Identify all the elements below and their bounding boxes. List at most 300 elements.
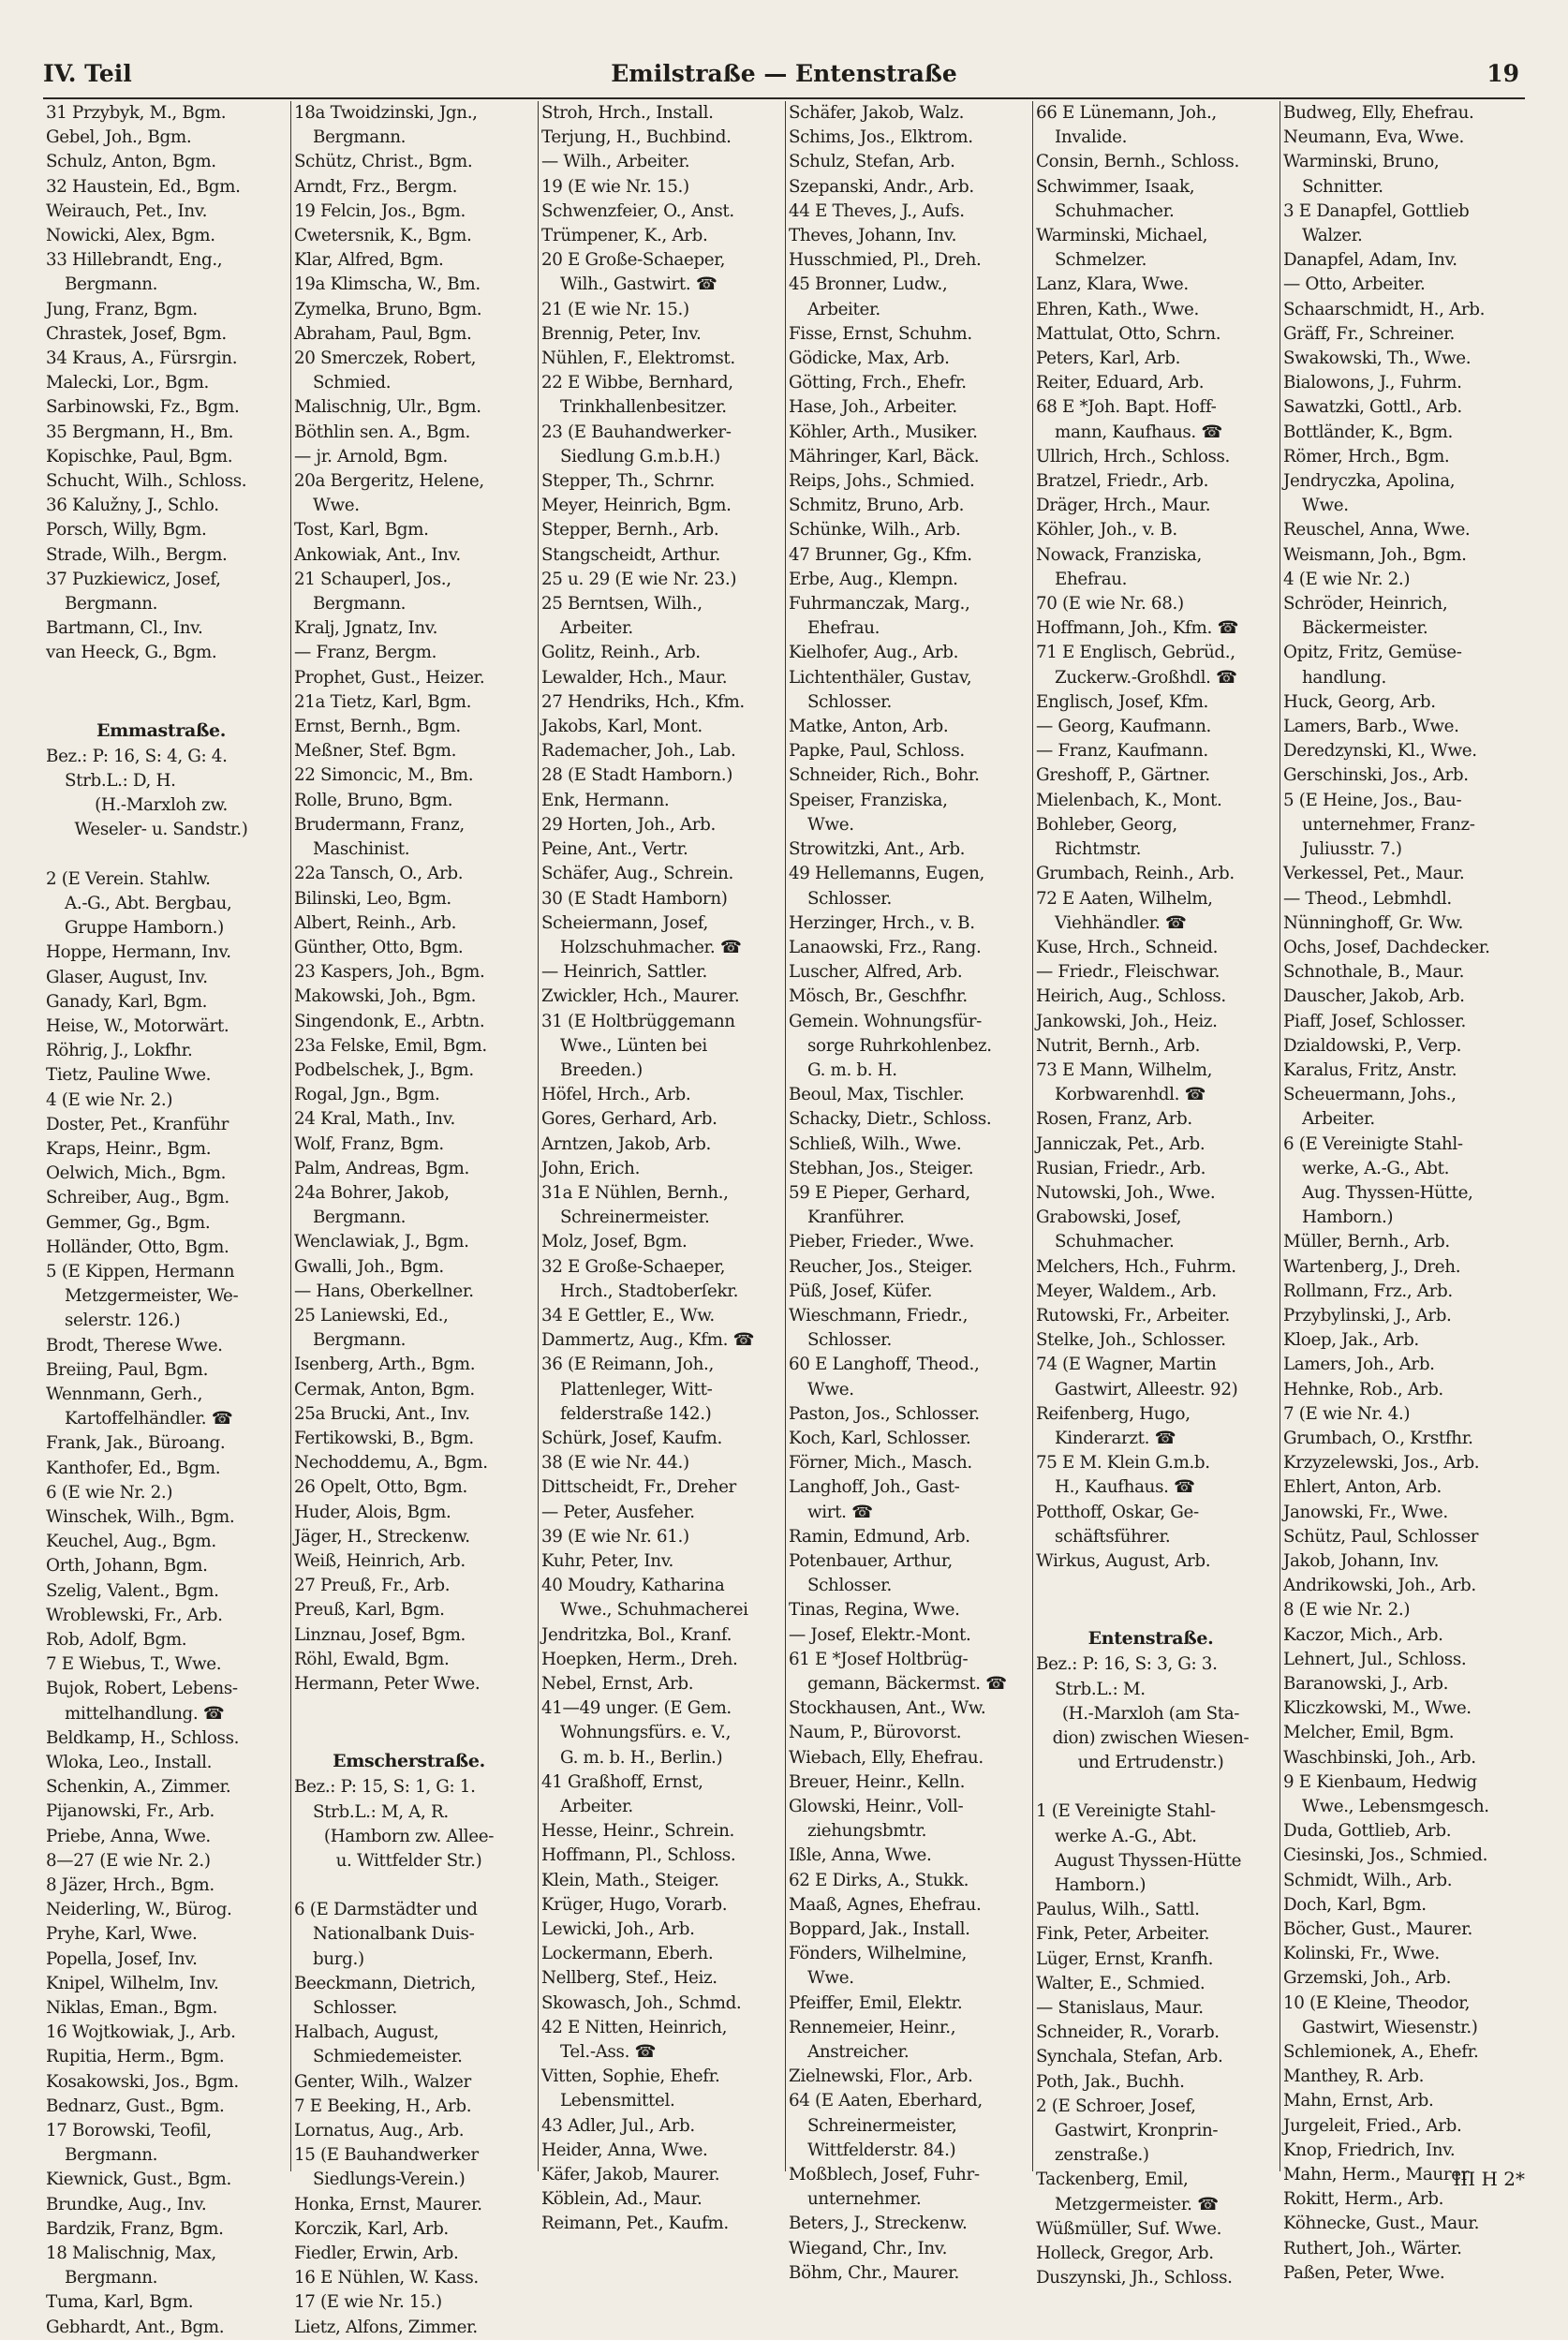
- entry-line: zenstraße.): [1055, 2145, 1149, 2166]
- entry-line: 16 E Nühlen, W. Kass.: [294, 2268, 479, 2288]
- entry-line: Wwe., Lebensmgesch.: [1302, 1797, 1489, 1817]
- entry-line: Bergmann.: [65, 2268, 158, 2288]
- entry-line: Rolle, Bruno, Bgm.: [294, 790, 453, 810]
- entry-line: Schims, Jos., Elktrom.: [789, 127, 973, 148]
- entry-line: Peine, Ant., Vertr.: [541, 839, 688, 860]
- entry-line: Boppard, Jak., Install.: [789, 1919, 970, 1940]
- entry-line: Janowski, Fr., Wwe.: [1283, 1502, 1448, 1522]
- entry-line: Zwickler, Hch., Maurer.: [541, 986, 740, 1007]
- column-2: [290, 101, 524, 2337]
- entry-line: 31a E Nühlen, Bernh.,: [541, 1182, 729, 1203]
- entry-line: 44 E Theves, J., Aufs.: [789, 200, 965, 221]
- entry-line: 31 Przybyk, M., Bgm.: [46, 103, 227, 123]
- entry-line: Kiewnick, Gust., Bgm.: [46, 2170, 232, 2190]
- entry-line: Rollmann, Frz., Arb.: [1283, 1281, 1453, 1301]
- entry-line: Paßen, Peter, Wwe.: [1283, 2262, 1445, 2283]
- entry-line: Hoffmann, Pl., Schloss.: [541, 1845, 736, 1866]
- entry-line: Halbach, August,: [294, 2022, 439, 2043]
- entry-line: Weseler- u. Sandstr.): [74, 820, 248, 840]
- entry-line: 10 (E Kleine, Theodor,: [1283, 1992, 1471, 2013]
- entry-line: Paston, Jos., Schlosser.: [789, 1403, 980, 1424]
- entry-line: (Hamborn zw. Allee-: [323, 1826, 495, 1846]
- entry-line: Lehnert, Jul., Schloss.: [1283, 1649, 1467, 1669]
- entry-line: Bez.: P: 15, S: 1, G: 1.: [294, 1777, 476, 1798]
- running-title: Emilstraße — Entenstraße: [611, 60, 957, 87]
- entry-line: 19 (E wie Nr. 15.): [541, 176, 689, 197]
- entry-line: Speiser, Franziska,: [789, 790, 948, 810]
- entry-line: Nünninghoff, Gr. Ww.: [1283, 912, 1463, 933]
- entry-line: 15 (E Bauhandwerker: [294, 2145, 479, 2166]
- entry-line: Schnitter.: [1302, 176, 1383, 197]
- entry-line: Hamborn.): [1302, 1207, 1394, 1228]
- entry-line: Käfer, Jakob, Maurer.: [541, 2165, 720, 2185]
- entry-line: Malischnig, Ulr., Bgm.: [294, 397, 481, 418]
- entry-line: 45 Bronner, Ludw.,: [789, 274, 948, 295]
- entry-line: Fiedler, Erwin, Arb.: [294, 2244, 459, 2264]
- entry-line: Ochs, Josef, Dachdecker.: [1283, 937, 1490, 957]
- entry-line: Dräger, Hrch., Maur.: [1036, 496, 1211, 516]
- entry-line: Knipel, Wilhelm, Inv.: [46, 1973, 219, 1993]
- entry-line: Schaarschmidt, H., Arb.: [1283, 299, 1486, 319]
- entry-line: 25a Brucki, Ant., Inv.: [294, 1403, 470, 1424]
- entry-line: Wwe.: [807, 1968, 854, 1989]
- entry-line: Nutowski, Joh., Wwe.: [1036, 1182, 1216, 1203]
- entry-line: Jendryczka, Apolina,: [1283, 471, 1456, 492]
- entry-line: Mösch, Br., Geschfhr.: [789, 986, 968, 1007]
- entry-line: Wwe.: [807, 1379, 854, 1400]
- entry-line: 3 E Danapfel, Gottlieb: [1283, 200, 1470, 221]
- entry-line: Juliusstr. 7.): [1302, 839, 1402, 860]
- entry-line: Schulz, Stefan, Arb.: [789, 152, 955, 172]
- entry-line: Lanaowski, Frz., Rang.: [789, 937, 982, 957]
- entry-line: — Josef, Elektr.-Mont.: [789, 1624, 971, 1645]
- entry-line: Ernst, Bernh., Bgm.: [294, 717, 461, 737]
- entry-line: Hrch., Stadtoberſekr.: [560, 1281, 739, 1301]
- entry-line: Gruppe Hamborn.): [65, 918, 224, 939]
- entry-line: Heirich, Aug., Schloss.: [1036, 986, 1226, 1007]
- entry-line: Gores, Gerhard, Arb.: [541, 1109, 717, 1130]
- entry-line: Janniczak, Pet., Arb.: [1036, 1133, 1206, 1154]
- entry-line: — Hans, Oberkellner.: [294, 1281, 474, 1301]
- entry-line: 30 (E Stadt Hamborn): [541, 888, 728, 909]
- entry-line: Aug. Thyssen-Hütte,: [1302, 1182, 1473, 1203]
- entry-line: Arndt, Frz., Bergm.: [294, 176, 458, 197]
- entry-line: Budweg, Elly, Ehefrau.: [1283, 103, 1474, 123]
- entry-line: Kolinski, Fr., Wwe.: [1283, 1944, 1440, 1964]
- entry-line: Zymelka, Bruno, Bgm.: [294, 299, 482, 319]
- entry-line: — Heinrich, Sattler.: [541, 962, 708, 983]
- entry-line: 47 Brunner, Gg., Kfm.: [789, 544, 972, 565]
- entry-line: Kartoffelhändler. ☎: [65, 1409, 233, 1429]
- entry-line: Gastwirt, Kronprin-: [1055, 2121, 1219, 2141]
- entry-line: Schucht, Wilh., Schloss.: [46, 471, 247, 492]
- entry-line: Ankowiak, Ant., Inv.: [294, 544, 461, 565]
- entry-line: Bergmann.: [313, 1330, 407, 1351]
- entry-line: 49 Hellemanns, Eugen,: [789, 864, 985, 884]
- entry-line: 7 (E wie Nr. 4.): [1283, 1403, 1411, 1424]
- entry-line: Cermak, Anton, Bgm.: [294, 1379, 475, 1400]
- entry-line: Ganady, Karl, Bgm.: [46, 991, 208, 1012]
- entry-line: Tel.-Ass. ☎: [560, 2042, 656, 2063]
- entry-line: Rademacher, Joh., Lab.: [541, 741, 736, 762]
- entry-line: burg.): [313, 1948, 364, 1969]
- entry-line: — Franz, Bergm.: [294, 643, 437, 663]
- entry-line: 6 (E Vereinigte Stahl-: [1283, 1133, 1463, 1154]
- entry-line: Wwe., Schuhmacherei: [560, 1600, 748, 1621]
- entry-line: Bujok, Robert, Lebens-: [46, 1679, 238, 1699]
- entry-line: Hoffmann, Joh., Kfm. ☎: [1036, 618, 1238, 639]
- entry-line: Gemmer, Gg., Bgm.: [46, 1212, 211, 1233]
- entry-line: 4 (E wie Nr. 2.): [46, 1089, 173, 1110]
- entry-line: (H.-Marxloh zw.: [95, 795, 228, 816]
- entry-line: Husschmied, Pl., Dreh.: [789, 250, 982, 271]
- entry-line: Schreinermeister,: [807, 2115, 957, 2136]
- entry-line: Kralj, Jgnatz, Inv.: [294, 618, 438, 639]
- entry-line: Bergmann.: [65, 594, 158, 615]
- entry-line: Fertikowski, B., Bgm.: [294, 1428, 474, 1448]
- entry-line: Nowicki, Alex, Bgm.: [46, 226, 215, 246]
- entry-line: Schäfer, Aug., Schrein.: [541, 864, 733, 884]
- entry-line: Isenberg, Arth., Bgm.: [294, 1355, 476, 1375]
- entry-line: Arntzen, Jakob, Arb.: [541, 1133, 711, 1154]
- entry-line: Kopischke, Paul, Bgm.: [46, 446, 233, 467]
- entry-line: Wennmann, Gerh.,: [46, 1384, 203, 1404]
- entry-line: Götting, Frch., Ehefr.: [789, 373, 967, 393]
- column-5: [1032, 101, 1265, 2288]
- entry-line: Beoul, Max, Tischler.: [789, 1085, 965, 1105]
- entry-line: Schlosser.: [807, 888, 893, 909]
- entry-line: Erbe, Aug., Klempn.: [789, 569, 958, 589]
- entry-line: Matke, Anton, Arb.: [789, 717, 949, 737]
- entry-line: Dauscher, Jakob, Arb.: [1283, 986, 1465, 1007]
- entry-line: 17 Borowski, Teofil,: [46, 2121, 212, 2141]
- entry-line: Potthoff, Oskar, Ge-: [1036, 1502, 1199, 1522]
- entry-line: Schuhmacher.: [1055, 1232, 1175, 1252]
- entry-line: Tackenberg, Emil,: [1036, 2170, 1189, 2190]
- entry-line: Köhler, Joh., v. B.: [1036, 520, 1177, 541]
- entry-line: 41—49 unger. (E Gem.: [541, 1698, 732, 1719]
- entry-line: Schmelzer.: [1055, 250, 1147, 271]
- entry-line: 59 E Pieper, Gerhard,: [789, 1182, 970, 1203]
- entry-line: Bratzel, Friedr., Arb.: [1036, 471, 1209, 492]
- spacer: [46, 690, 276, 715]
- entry-line: Wilh., Gastwirt. ☎: [560, 274, 717, 295]
- entry-line: Glaser, August, Inv.: [46, 967, 208, 987]
- entry-line: Lamers, Joh., Arb.: [1283, 1355, 1435, 1375]
- entry-line: Hehnke, Rob., Arb.: [1283, 1379, 1443, 1400]
- entry-line: Herzinger, Hrch., v. B.: [789, 912, 975, 933]
- entry-line: Kaczor, Mich., Arb.: [1283, 1624, 1443, 1645]
- entry-line: Ißle, Anna, Wwe.: [789, 1845, 932, 1866]
- entry-line: Pijanowski, Fr., Arb.: [46, 1801, 215, 1822]
- entry-line: Plattenleger, Witt-: [560, 1379, 713, 1400]
- entry-line: Cwetersnik, K., Bgm.: [294, 226, 472, 246]
- entry-line: Schwimmer, Isaak,: [1036, 176, 1195, 197]
- entry-line: Rupitia, Herm., Bgm.: [46, 2047, 225, 2067]
- entry-line: Lichtenthäler, Gustav,: [789, 667, 972, 688]
- entry-line: Nationalbank Duis-: [313, 1924, 475, 1945]
- entry-line: Bergmann.: [313, 594, 407, 615]
- entry-line: 25 Berntsen, Wilh.,: [541, 594, 703, 615]
- entry-line: Gastwirt, Wiesenstr.): [1302, 2017, 1478, 2037]
- entry-line: Schwenzfeier, O., Anst.: [541, 200, 734, 221]
- header-rule: [43, 97, 1525, 99]
- entry-line: Nebel, Ernst, Arb.: [541, 1674, 694, 1694]
- entry-line: Stelke, Joh., Schlosser.: [1036, 1330, 1226, 1351]
- entry-line: Chrastek, Josef, Bgm.: [46, 323, 227, 344]
- entry-line: Metzgermeister, We-: [65, 1286, 239, 1307]
- entry-line: 32 Haustein, Ed., Bgm.: [46, 176, 241, 197]
- entry-line: Stroh, Hrch., Install.: [541, 103, 714, 123]
- entry-line: schäftsführer.: [1055, 1526, 1171, 1547]
- entry-line: 8 (E wie Nr. 2.): [1283, 1600, 1411, 1621]
- entry-line: Strb.L.: M, A, R.: [313, 1801, 449, 1822]
- entry-line: August Thyssen-Hütte: [1055, 1850, 1242, 1871]
- entry-line: 19 Felcin, Jos., Bgm.: [294, 200, 466, 221]
- spacer: [294, 1873, 524, 1898]
- spacer: [46, 666, 276, 690]
- entry-line: Bilinski, Leo, Bgm.: [294, 888, 451, 909]
- entry-line: wirt. ☎: [807, 1502, 873, 1522]
- entry-line: Scheuermann, Johs.,: [1283, 1085, 1457, 1105]
- entry-line: Wüßmüller, Suf. Wwe.: [1036, 2218, 1222, 2239]
- entry-line: Tuma, Karl, Bgm.: [46, 2292, 194, 2313]
- entry-line: Brundke, Aug., Inv.: [46, 2194, 207, 2214]
- entry-line: Schlosser.: [313, 1998, 398, 2019]
- entry-line: Melcher, Emil, Bgm.: [1283, 1723, 1455, 1743]
- entry-line: Reips, Johs., Schmied.: [789, 471, 975, 492]
- entry-line: Schlemionek, A., Ehefr.: [1283, 2042, 1479, 2063]
- entry-line: 36 (E Reimann, Joh.,: [541, 1355, 714, 1375]
- entry-line: Lornatus, Aug., Arb.: [294, 2121, 465, 2141]
- entry-line: Pieber, Frieder., Wwe.: [789, 1232, 974, 1252]
- entry-line: 19a Klimscha, W., Bm.: [294, 274, 481, 295]
- spacer: [1036, 1574, 1265, 1598]
- entry-line: Holländer, Otto, Bgm.: [46, 1237, 229, 1257]
- entry-line: Beters, J., Streckenw.: [789, 2214, 968, 2234]
- entry-line: Singendonk, E., Arbtn.: [294, 1011, 485, 1031]
- entry-line: 75 E M. Klein G.m.b.: [1036, 1453, 1210, 1474]
- entry-line: Tost, Karl, Bgm.: [294, 520, 429, 541]
- entry-line: Lietz, Alfons, Zimmer.: [294, 2317, 478, 2337]
- entry-line: 42 E Nitten, Heinrich,: [541, 2017, 728, 2037]
- entry-line: 8 Jäzer, Hrch., Bgm.: [46, 1875, 214, 1896]
- entry-line: Oelwich, Mich., Bgm.: [46, 1163, 227, 1184]
- entry-line: Böthlin sen. A., Bgm.: [294, 422, 471, 442]
- entry-line: Melchers, Hch., Fuhrm.: [1036, 1256, 1236, 1277]
- entry-line: Deredzynski, Kl., Wwe.: [1283, 741, 1477, 762]
- entry-line: Wwe., Lünten bei: [560, 1035, 707, 1056]
- entry-line: Römer, Hrch., Bgm.: [1283, 446, 1450, 467]
- entry-line: Doster, Pet., Kranführ: [46, 1114, 229, 1134]
- entry-line: Bergmann.: [65, 2145, 158, 2166]
- entry-line: Swakowski, Th., Wwe.: [1283, 348, 1472, 369]
- entry-line: Peters, Karl, Arb.: [1036, 348, 1181, 369]
- entry-line: Ehefrau.: [1055, 569, 1128, 589]
- entry-line: Waschbinski, Joh., Arb.: [1283, 1747, 1476, 1768]
- entry-line: Grzemski, Joh., Arb.: [1283, 1968, 1452, 1989]
- entry-line: Wwe.: [807, 814, 854, 835]
- entry-line: 6 (E Darmstädter und: [294, 1900, 478, 1920]
- entry-line: 6 (E wie Nr. 2.): [46, 1482, 173, 1503]
- entry-line: Karalus, Fritz, Anstr.: [1283, 1059, 1457, 1080]
- entry-line: 70 (E wie Nr. 68.): [1036, 594, 1184, 615]
- entry-line: Schütz, Paul, Schlosser: [1283, 1526, 1479, 1547]
- entry-line: (H.-Marxloh (am Sta-: [1061, 1703, 1240, 1724]
- entry-line: Porsch, Willy, Bgm.: [46, 520, 207, 541]
- entry-line: Reifenberg, Hugo,: [1036, 1403, 1191, 1424]
- entry-line: 18 Malischnig, Max,: [46, 2244, 216, 2264]
- entry-line: 5 (E Kippen, Hermann: [46, 1261, 235, 1281]
- entry-line: Tietz, Pauline Wwe.: [46, 1065, 212, 1086]
- entry-line: 20a Bergeritz, Helene,: [294, 471, 484, 492]
- entry-line: Arbeiter.: [560, 618, 633, 639]
- entry-line: Molz, Josef, Bgm.: [541, 1232, 688, 1252]
- entry-line: 7 E Beeking, H., Arb.: [294, 2096, 472, 2116]
- entry-line: 68 E *Joh. Bapt. Hoff-: [1036, 397, 1217, 418]
- entry-line: Pryhe, Karl, Wwe.: [46, 1924, 198, 1945]
- entry-line: Duda, Gottlieb, Arb.: [1283, 1821, 1452, 1842]
- entry-line: Nutrit, Bernh., Arb.: [1036, 1035, 1201, 1056]
- entry-line: mann, Kaufhaus. ☎: [1055, 422, 1222, 442]
- entry-line: Holleck, Gregor, Arb.: [1036, 2244, 1214, 2264]
- entry-line: Wwe.: [1302, 496, 1349, 516]
- entry-line: 34 E Gettler, E., Ww.: [541, 1305, 715, 1326]
- entry-line: Kuse, Hrch., Schneid.: [1036, 937, 1219, 957]
- entry-line: Nowack, Franziska,: [1036, 544, 1202, 565]
- entry-line: Siedlung G.m.b.H.): [560, 446, 720, 467]
- entry-line: 29 Horten, Joh., Arb.: [541, 814, 716, 835]
- entry-line: Przybylinski, J., Arb.: [1283, 1305, 1452, 1326]
- entry-line: Krzyzelewski, Jos., Arb.: [1283, 1453, 1480, 1474]
- entry-line: 36 Kalužny, J., Schlo.: [46, 496, 219, 516]
- entry-line: Knop, Friedrich, Inv.: [1283, 2140, 1456, 2160]
- entry-line: Ciesinski, Jos., Schmied.: [1283, 1845, 1488, 1866]
- entry-line: G. m. b. H.: [807, 1059, 897, 1080]
- entry-line: 18a Twoidzinski, Jgn.,: [294, 103, 478, 123]
- entry-line: Püß, Josef, Küfer.: [789, 1281, 933, 1301]
- entry-line: Viehhändler. ☎: [1055, 912, 1187, 933]
- entry-line: Strowitzki, Ant., Arb.: [789, 839, 966, 860]
- entry-line: 27 Hendriks, Hch., Kfm.: [541, 691, 745, 712]
- entry-line: 33 Hillebrandt, Eng.,: [46, 250, 223, 271]
- entry-line: 31 (E Holtbrüggemann: [541, 1011, 735, 1031]
- entry-line: Poth, Jak., Buchh.: [1036, 2071, 1185, 2092]
- entry-line: Günther, Otto, Bgm.: [294, 937, 464, 957]
- entry-line: 21 Schauperl, Jos.,: [294, 569, 451, 589]
- entry-line: 66 E Lünemann, Joh.,: [1036, 103, 1217, 123]
- entry-line: Lockermann, Eberh.: [541, 1944, 714, 1964]
- entry-line: Trümpener, K., Arb.: [541, 226, 708, 246]
- entry-line: A.-G., Abt. Bergbau,: [65, 893, 232, 913]
- entry-line: Preuß, Karl, Bgm.: [294, 1600, 445, 1621]
- entry-line: Köhnecke, Gust., Maur.: [1283, 2214, 1480, 2234]
- entry-line: dion) zwischen Wiesen-: [1052, 1728, 1250, 1748]
- entry-line: Walzer.: [1302, 226, 1363, 246]
- entry-line: Bohleber, Georg,: [1036, 814, 1177, 835]
- entry-line: Langhoff, Joh., Gast-: [789, 1477, 960, 1498]
- entry-line: Schünke, Wilh., Arb.: [789, 520, 961, 541]
- entry-line: Papke, Paul, Schloss.: [789, 741, 965, 762]
- entry-line: Hase, Joh., Arbeiter.: [789, 397, 957, 418]
- entry-line: Bartmann, Cl., Inv.: [46, 618, 203, 639]
- entry-line: Luscher, Alfred, Arb.: [789, 962, 963, 983]
- street-heading: Entenstraße.: [1087, 1628, 1214, 1650]
- entry-line: Theves, Johann, Inv.: [789, 226, 957, 246]
- entry-line: Maaß, Agnes, Ehefrau.: [789, 1894, 982, 1915]
- entry-line: 34 Kraus, A., Fürsrgin.: [46, 348, 238, 369]
- entry-line: Jendritzka, Bol., Kranf.: [541, 1624, 732, 1645]
- entry-line: Keuchel, Aug., Bgm.: [46, 1532, 216, 1552]
- entry-line: 43 Adler, Jul., Arb.: [541, 2115, 695, 2136]
- entry-line: Schuhmacher.: [1055, 200, 1175, 221]
- entry-line: Schreinermeister.: [560, 1207, 710, 1228]
- entry-line: Schröder, Heinrich,: [1283, 594, 1448, 615]
- entry-line: Gödicke, Max, Arb.: [789, 348, 950, 369]
- entry-line: Schneider, R., Vorarb.: [1036, 2022, 1220, 2043]
- entry-line: felderstraße 142.): [560, 1403, 712, 1424]
- entry-line: Gebhardt, Ant., Bgm.: [46, 2317, 225, 2337]
- entry-line: Strb.L.: M.: [1055, 1679, 1146, 1699]
- entry-line: Grumbach, O., Krstfhr.: [1283, 1428, 1473, 1448]
- entry-line: Strb.L.: D, H.: [65, 771, 176, 792]
- entry-line: Mahn, Ernst, Arb.: [1283, 2091, 1434, 2111]
- entry-line: Genter, Wilh., Walzer: [294, 2071, 471, 2092]
- entry-line: Wloka, Leo., Install.: [46, 1753, 213, 1772]
- entry-line: mittelhandlung. ☎: [65, 1703, 225, 1724]
- entry-line: Rokitt, Herm., Arb.: [1283, 2189, 1444, 2210]
- entry-line: Hamborn.): [1055, 1875, 1146, 1896]
- entry-line: Brodt, Therese Wwe.: [46, 1335, 223, 1355]
- entry-line: Winschek, Wilh., Bgm.: [46, 1506, 235, 1527]
- entry-line: Lewicki, Joh., Arb.: [541, 1919, 695, 1940]
- entry-line: Reiter, Eduard, Arb.: [1036, 373, 1205, 393]
- entry-line: Mähringer, Karl, Bäck.: [789, 446, 980, 467]
- entry-line: Beldkamp, H., Schloss.: [46, 1727, 240, 1748]
- entry-line: 62 E Dirks, A., Stukk.: [789, 1870, 969, 1890]
- entry-line: Rusian, Friedr., Arb.: [1036, 1158, 1206, 1178]
- entry-line: Synchala, Stefan, Arb.: [1036, 2047, 1223, 2067]
- entry-line: Lewalder, Hch., Maur.: [541, 667, 728, 688]
- entry-line: 32 E Große-Schaeper,: [541, 1256, 726, 1277]
- entry-line: — Georg, Kaufmann.: [1036, 717, 1211, 737]
- entry-line: Jurgeleit, Fried., Arb.: [1283, 2115, 1462, 2136]
- entry-line: werke A.-G., Abt.: [1055, 1826, 1197, 1846]
- entry-line: Potenbauer, Arthur,: [789, 1550, 953, 1571]
- entry-line: Koch, Karl, Schlosser.: [789, 1428, 971, 1448]
- entry-line: Klar, Alfred, Bgm.: [294, 250, 444, 271]
- entry-line: Lüger, Ernst, Kranfh.: [1036, 1948, 1214, 1969]
- entry-line: Opitz, Fritz, Gemüse-: [1283, 643, 1462, 663]
- entry-line: 40 Moudry, Katharina: [541, 1576, 725, 1596]
- entry-line: 25 Laniewski, Ed.,: [294, 1305, 449, 1326]
- spacer: [1036, 1598, 1265, 1622]
- entry-line: Prophet, Gust., Heizer.: [294, 667, 485, 688]
- entry-line: 9 E Kienbaum, Hedwig: [1283, 1771, 1477, 1792]
- entry-line: Wiegand, Chr., Inv.: [789, 2238, 948, 2259]
- entry-line: Orth, Johann, Bgm.: [46, 1556, 208, 1577]
- entry-line: Müller, Bernh., Arb.: [1283, 1232, 1450, 1252]
- entry-line: Jäger, H., Streckenw.: [294, 1526, 470, 1547]
- entry-line: Wirkus, August, Arb.: [1036, 1550, 1211, 1571]
- entry-line: Ehren, Kath., Wwe.: [1036, 299, 1199, 319]
- entry-line: Hesse, Heinr., Schrein.: [541, 1821, 734, 1842]
- entry-line: Fuhrmanczak, Marg.,: [789, 594, 970, 615]
- entry-line: Grumbach, Reinh., Arb.: [1036, 864, 1235, 884]
- entry-line: Strade, Wilh., Bergm.: [46, 544, 228, 565]
- entry-line: Wartenberg, J., Dreh.: [1283, 1256, 1461, 1277]
- entry-line: 37 Puzkiewicz, Josef,: [46, 569, 221, 589]
